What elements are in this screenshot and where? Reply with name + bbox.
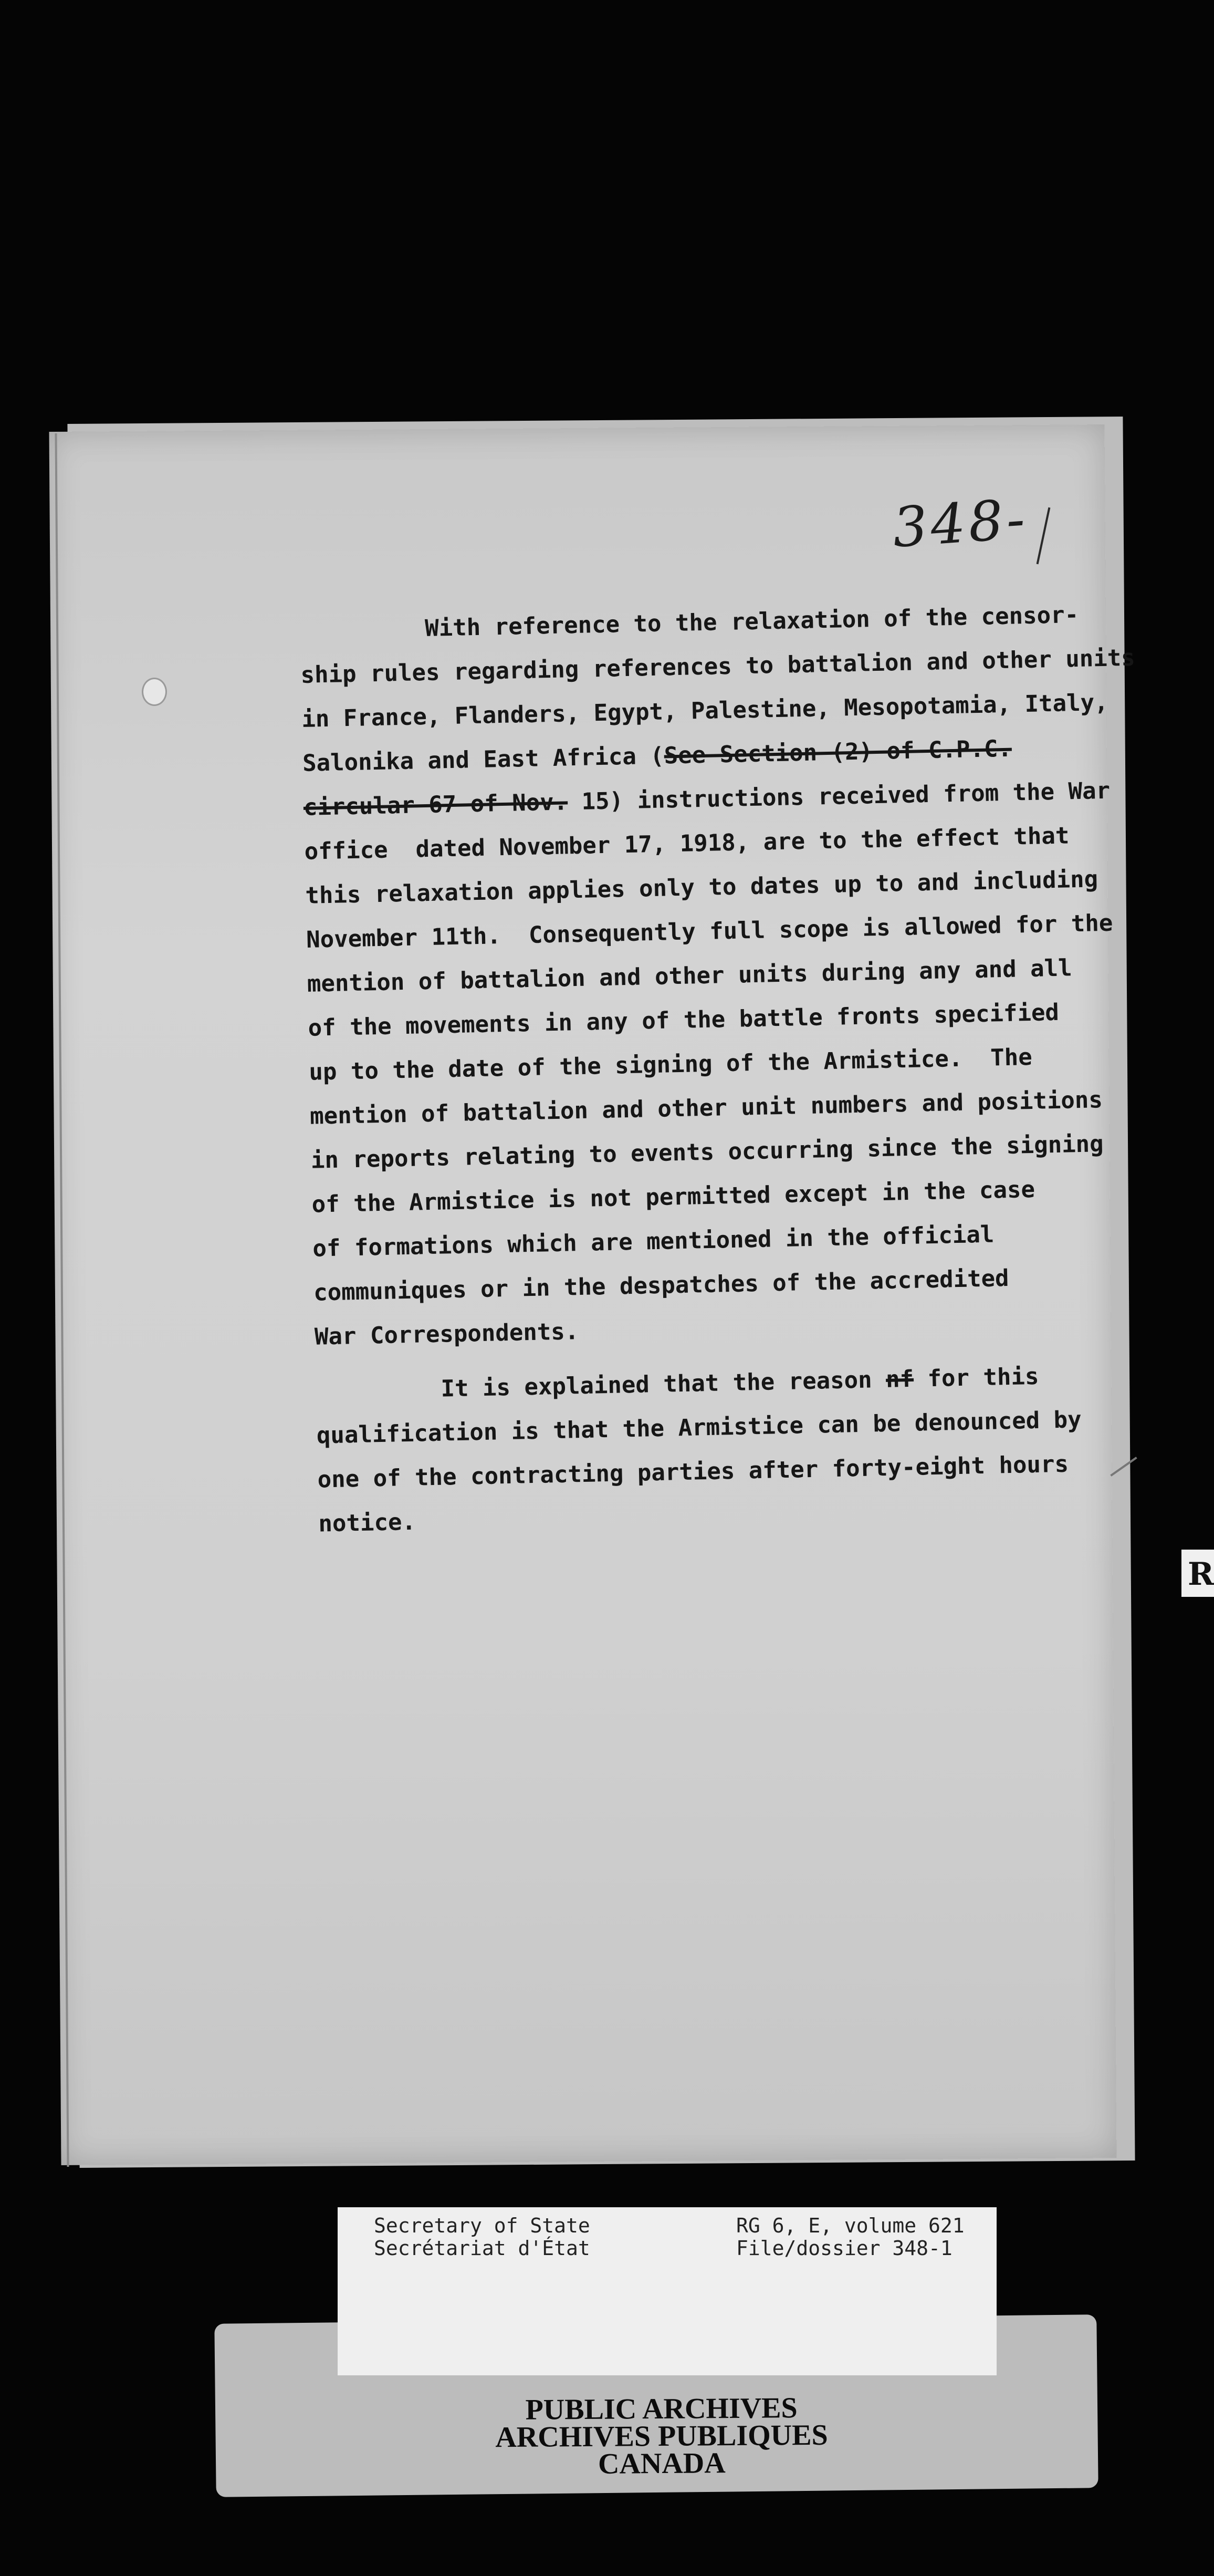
text-segment: With reference to the relaxation of the censor- — [299, 601, 1079, 645]
text-segment: communiques or in the despatches of the accredited — [313, 1264, 1010, 1306]
text-segment: qualification is that the Armistice can be denounced by — [316, 1406, 1082, 1449]
letter-body — [299, 593, 1136, 1546]
label-record-group: RG 6, E, volume 621 — [736, 2214, 965, 2237]
label-file-number: File/dossier 348-1 — [736, 2237, 953, 2260]
label-department-en: Secretary of State — [374, 2214, 590, 2237]
archives-line-fr: ARCHIVES PUBLIQUES — [495, 2418, 828, 2454]
text-segment: for this — [913, 1363, 1039, 1393]
text-segment: office dated November 17, 1918, are to the effect that — [304, 822, 1070, 865]
text-segment: mention of battalion and other unit numbers and positions — [309, 1086, 1103, 1130]
text-segment: of the movements in any of the battle fronts specified — [308, 999, 1060, 1042]
text-segment: mention of battalion and other units during any and all — [307, 954, 1073, 998]
archives-line-country: CANADA — [598, 2447, 726, 2480]
label-department-fr: Secrétariat d'État — [374, 2237, 590, 2260]
archives-line-en: PUBLIC ARCHIVES — [525, 2392, 798, 2426]
text-segment: in France, Flanders, Egypt, Palestine, Mesopotamia, Italy, — [301, 689, 1109, 733]
text-segment: War Correspondents. — [314, 1318, 579, 1351]
text-segment: one of the contracting parties after forty-eight hours — [317, 1450, 1069, 1493]
text-segment: this relaxation applies only to dates up to and including — [305, 866, 1098, 909]
text-segment: up to the date of the signing of the Armistice. The — [308, 1043, 1033, 1086]
text-segment: in reports relating to events occurring since the signing — [310, 1130, 1104, 1174]
archives-stamp — [399, 2394, 924, 2479]
folio-number: 348- — [891, 486, 1030, 560]
text-segment: of the Armistice is not permitted except in the case — [311, 1176, 1035, 1218]
text-segment: Salonika and East Africa ( — [302, 742, 665, 777]
struck-text: nf — [885, 1365, 914, 1393]
text-segment: notice. — [318, 1508, 416, 1538]
struck-text: circular 67 of Nov. — [303, 788, 568, 821]
text-segment: of formations which are mentioned in the official — [312, 1221, 995, 1262]
edge-tab-letter: R — [1188, 1556, 1214, 1593]
text-segment: It is explained that the reason — [315, 1366, 886, 1405]
text-segment: November 11th. Consequently full scope is allowed for the — [306, 909, 1113, 953]
punch-hole — [142, 678, 167, 706]
text-segment: ship rules regarding references to battalion and other units — [300, 644, 1136, 689]
struck-text: See Section (2) of C.P.C. — [664, 735, 1012, 770]
text-segment: 15) instructions received from the War — [567, 777, 1111, 816]
